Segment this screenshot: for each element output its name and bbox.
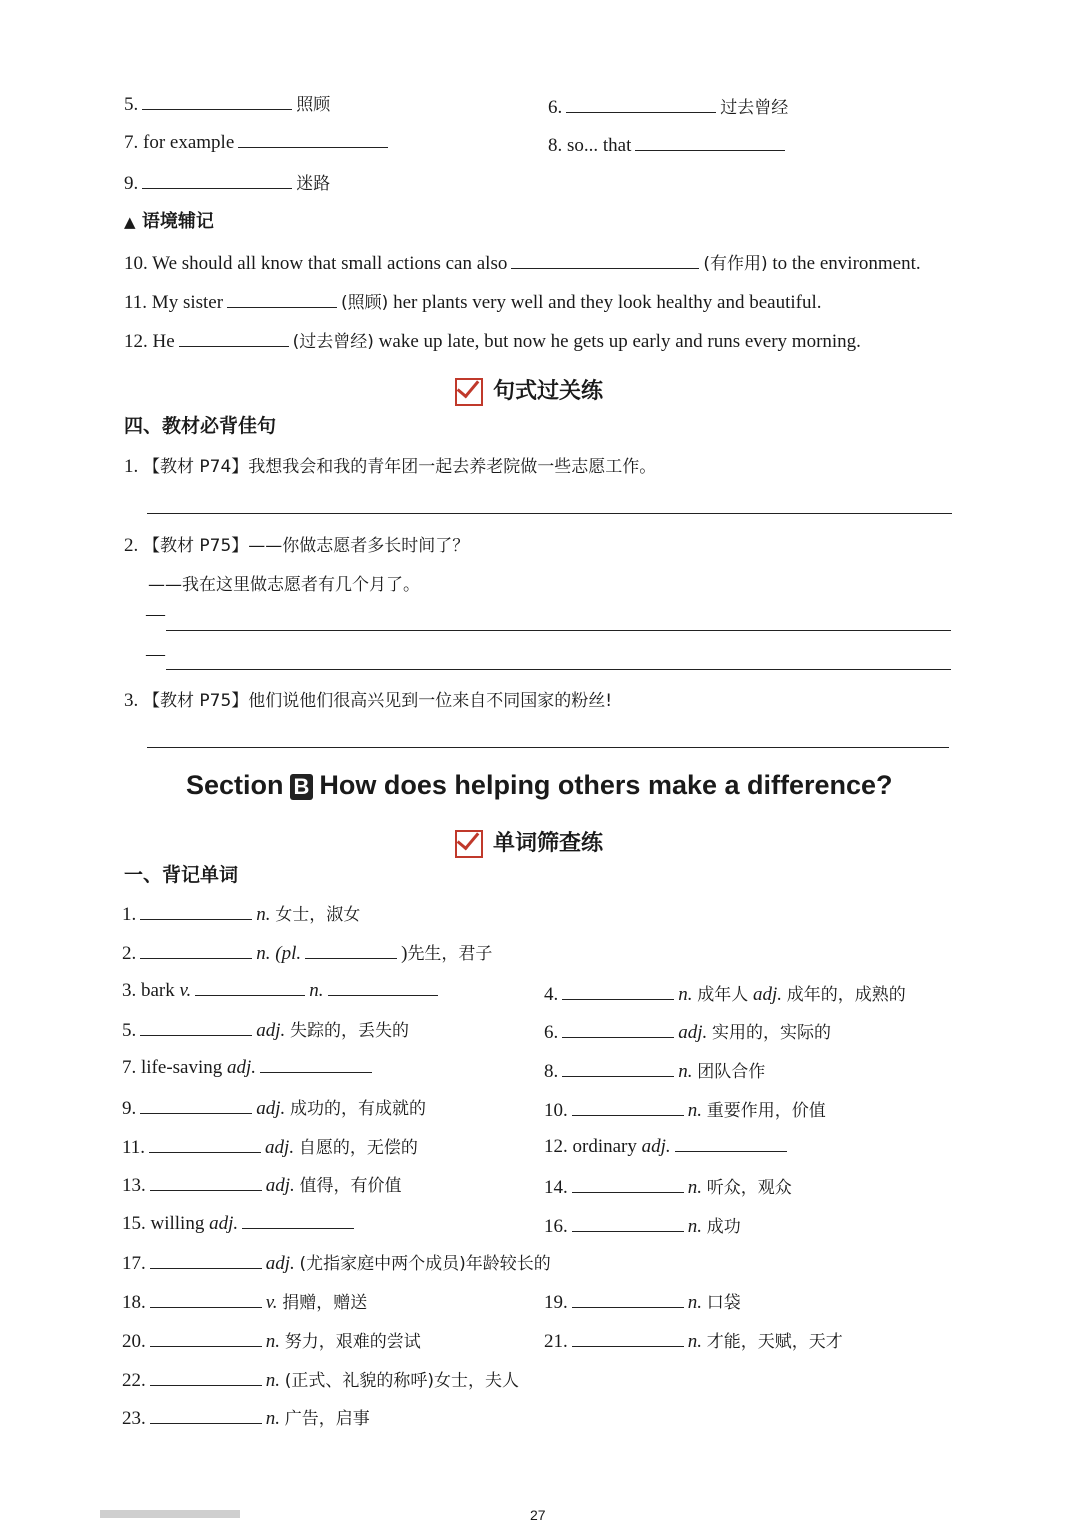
word-item-7: 7. life-saving adj.	[122, 1054, 376, 1079]
answer-blank[interactable]	[572, 1328, 684, 1347]
answer-line[interactable]	[166, 630, 951, 631]
word-item-6: 6. adj. 实用的，实际的	[544, 1018, 831, 1044]
answer-blank[interactable]	[562, 1058, 674, 1077]
answer-blank[interactable]	[238, 129, 388, 148]
answer-blank[interactable]	[260, 1054, 372, 1073]
answer-blank[interactable]	[150, 1405, 262, 1424]
answer-blank[interactable]	[179, 328, 289, 347]
word-item-20: 20. n. 努力，艰难的尝试	[122, 1327, 421, 1353]
word-item-16: 16. n. 成功	[544, 1212, 741, 1238]
vocab-item-7: 7. for example	[124, 129, 392, 154]
answer-blank[interactable]	[572, 1213, 684, 1232]
word-item-1: 1. n. 女士，淑女	[122, 900, 360, 926]
answer-blank[interactable]	[328, 977, 438, 996]
context-item-11: 11. My sister (照顾) her plants very well and they look healthy and beautiful.	[124, 288, 822, 314]
context-title: ▲ 语境辅记	[124, 211, 214, 232]
answer-blank[interactable]	[140, 1017, 252, 1036]
answer-blank[interactable]	[562, 1019, 674, 1038]
vocab-item-6: 6. 过去曾经	[548, 93, 788, 119]
word-item-19: 19. n. 口袋	[544, 1288, 741, 1314]
word-item-3: 3. bark v. n.	[122, 977, 442, 1002]
answer-blank[interactable]	[150, 1367, 262, 1386]
word-item-11: 11. adj. 自愿的，无偿的	[122, 1133, 418, 1159]
answer-blank[interactable]	[142, 170, 292, 189]
dialog-dash: —	[146, 604, 165, 625]
answer-blank[interactable]	[140, 901, 252, 920]
word-item-17: 17. adj. (尤指家庭中两个成员)年龄较长的	[122, 1249, 551, 1275]
checkbox-icon	[455, 378, 483, 406]
answer-blank[interactable]	[635, 132, 785, 151]
sentence-item-3: 3. 【教材 P75】他们说他们很高兴见到一位来自不同国家的粉丝!	[124, 690, 613, 711]
word-item-2: 2. n. (pl. )先生，君子	[122, 939, 492, 965]
sentence-item-1: 1. 【教材 P74】我想我会和我的青年团一起去养老院做一些志愿工作。	[124, 456, 657, 477]
context-item-12: 12. He (过去曾经) wake up late, but now he gets up early and runs every morning.	[124, 327, 861, 353]
answer-blank[interactable]	[195, 977, 305, 996]
word-item-4: 4. n. 成年人 adj. 成年的，成熟的	[544, 980, 906, 1006]
watermark-image	[100, 1507, 250, 1521]
answer-blank[interactable]	[150, 1250, 262, 1269]
answer-line[interactable]	[147, 747, 949, 748]
page-number: 27	[530, 1507, 546, 1523]
dialog-dash: —	[146, 644, 165, 665]
word-item-10: 10. n. 重要作用，价值	[544, 1096, 826, 1122]
word-item-15: 15. willing adj.	[122, 1210, 358, 1235]
vocab-item-8: 8. so... that	[548, 132, 789, 157]
word-item-12: 12. ordinary adj.	[544, 1133, 791, 1158]
word-item-8: 8. n. 团队合作	[544, 1057, 765, 1083]
word-item-23: 23. n. 广告，启事	[122, 1404, 370, 1430]
answer-line[interactable]	[147, 513, 952, 514]
context-item-10: 10. We should all know that small actions can also (有作用) to the environment.	[124, 249, 921, 275]
answer-blank[interactable]	[150, 1328, 262, 1347]
answer-blank[interactable]	[572, 1174, 684, 1193]
answer-blank[interactable]	[305, 940, 397, 959]
word-item-5: 5. adj. 失踪的，丢失的	[122, 1016, 409, 1042]
answer-blank[interactable]	[572, 1289, 684, 1308]
section-heading-words: 单词筛查练	[455, 826, 603, 858]
answer-blank[interactable]	[150, 1172, 262, 1191]
word-item-22: 22. n. (正式、礼貌的称呼)女士，夫人	[122, 1366, 519, 1392]
answer-blank[interactable]	[149, 1134, 261, 1153]
word-item-9: 9. adj. 成功的，有成就的	[122, 1094, 426, 1120]
answer-blank[interactable]	[242, 1210, 354, 1229]
answer-blank[interactable]	[675, 1133, 787, 1152]
vocab-item-9: 9. 迷路	[124, 169, 330, 195]
answer-blank[interactable]	[142, 91, 292, 110]
section-heading-sentences: 句式过关练	[455, 374, 603, 406]
answer-blank[interactable]	[566, 94, 716, 113]
answer-blank[interactable]	[140, 1095, 252, 1114]
answer-blank[interactable]	[227, 289, 337, 308]
part1-title: 一、背记单词	[124, 864, 239, 886]
word-item-13: 13. adj. 值得，有价值	[122, 1171, 402, 1197]
answer-blank[interactable]	[511, 250, 699, 269]
checkbox-icon	[455, 830, 483, 858]
answer-blank[interactable]	[562, 981, 674, 1000]
answer-blank[interactable]	[140, 940, 252, 959]
sentence-item-2: 2. 【教材 P75】——你做志愿者多长时间了？	[124, 535, 470, 556]
answer-blank[interactable]	[572, 1097, 684, 1116]
answer-blank[interactable]	[150, 1289, 262, 1308]
sentence-item-2-reply: ——我在这里做志愿者有几个月了。	[148, 575, 420, 595]
graduation-cap-icon: ▲	[124, 213, 136, 231]
section-letter-badge: B	[290, 774, 314, 800]
part4-title: 四、教材必背佳句	[124, 415, 277, 437]
vocab-item-5: 5. 照顾	[124, 90, 330, 116]
answer-line[interactable]	[166, 669, 951, 670]
section-b-title: Section B How does helping others make a difference?	[186, 770, 893, 800]
footer-watermark-logo	[100, 1507, 250, 1521]
word-item-21: 21. n. 才能，天赋，天才	[544, 1327, 843, 1353]
word-item-18: 18. v. 捐赠，赠送	[122, 1288, 367, 1314]
word-item-14: 14. n. 听众，观众	[544, 1173, 792, 1199]
